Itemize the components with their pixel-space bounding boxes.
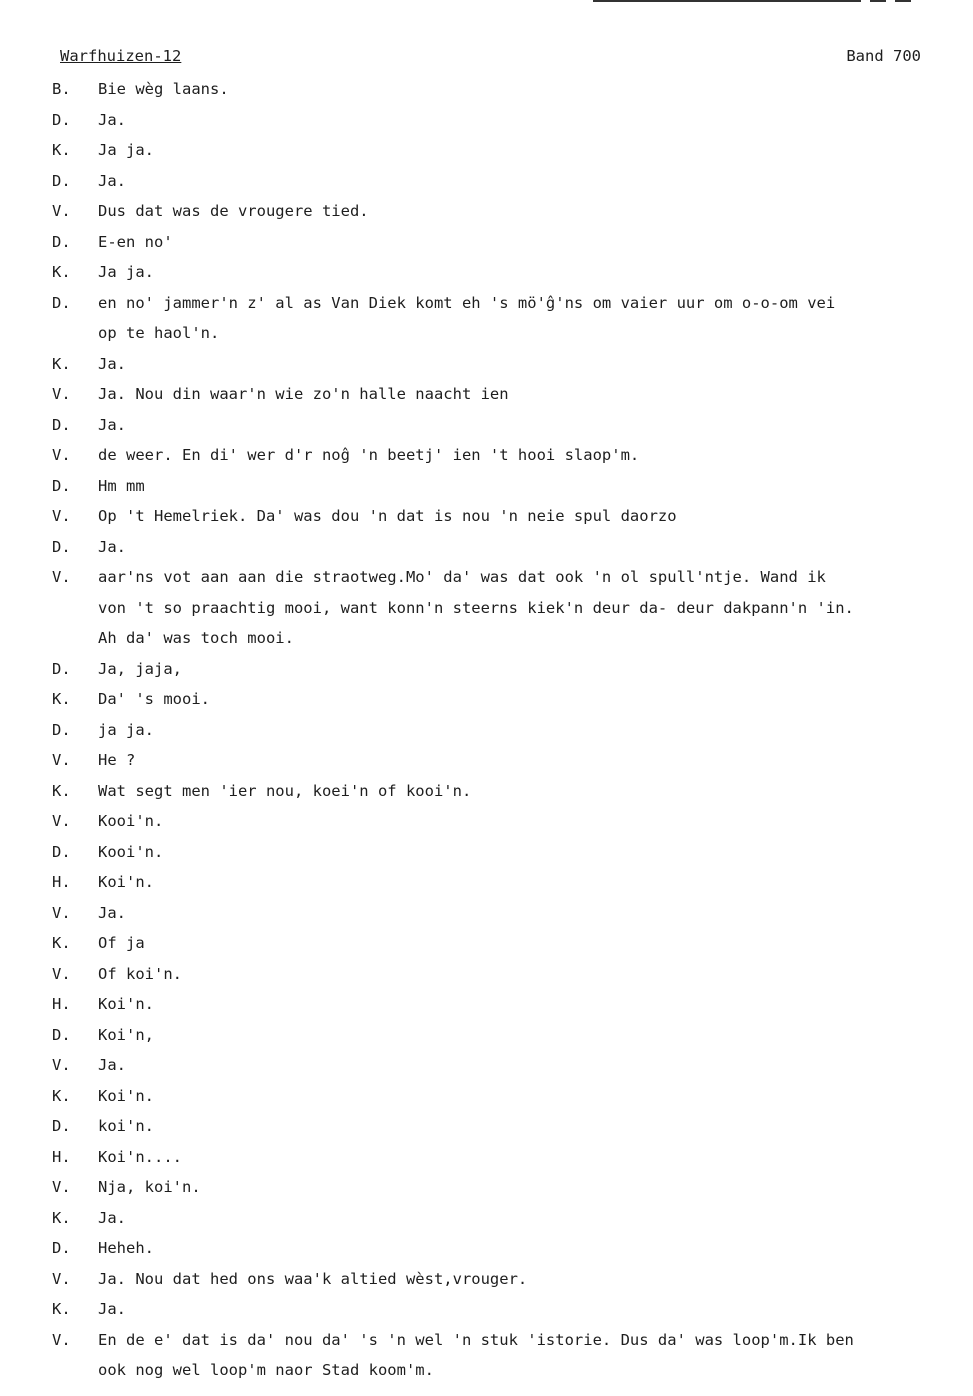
- speaker-label: K.: [52, 781, 71, 800]
- top-border-line-short: [870, 0, 886, 2]
- transcript-line: [52, 745, 955, 776]
- utterance-text: Ja.: [98, 171, 126, 190]
- utterance-text: Kooi'n.: [98, 812, 164, 830]
- speaker-label: D.: [52, 720, 71, 739]
- speaker-label: K.: [52, 1208, 71, 1227]
- utterance-text: Ja. Nou din waar'n wie zo'n halle naacht ien: [98, 385, 509, 403]
- transcript-line: [52, 562, 955, 654]
- transcript-line: [52, 105, 955, 136]
- transcript-line: [52, 776, 955, 807]
- speaker-label: D.: [52, 659, 71, 678]
- utterance-text: aar'ns vot aan aan die straotweg.Mo' da' was dat ook 'n ol spull'ntje. Wand ik von 't so praachtig mooi, want konn'n steerns kiek'n deur da- deur dakpann'n 'in. Ah da' was toch mooi.: [98, 568, 854, 647]
- utterance-text: de weer. En di' wer d'r noĝ 'n beetj' ien 't hooi slaop'm.: [98, 446, 640, 464]
- utterance-text: Ja.: [98, 110, 126, 129]
- speaker-label: H.: [52, 995, 71, 1013]
- speaker-label: V.: [52, 751, 71, 769]
- speaker-label: D.: [52, 537, 71, 556]
- speaker-label: V.: [52, 964, 71, 983]
- transcript-line: [52, 715, 955, 746]
- speaker-label: K.: [52, 354, 71, 373]
- transcript-line: [52, 1264, 955, 1295]
- speaker-label: D.: [52, 1239, 71, 1257]
- transcript-line: [52, 1233, 955, 1264]
- speaker-label: V.: [52, 507, 71, 525]
- utterance-text: Koi'n.: [98, 873, 154, 891]
- utterance-text: Dus dat was de vrougere tied.: [98, 202, 369, 220]
- speaker-label: D.: [52, 293, 71, 312]
- utterance-text: E-en no': [98, 232, 173, 251]
- transcript-line: [52, 684, 955, 715]
- utterance-text: Of ja: [98, 934, 145, 952]
- utterance-text: Nja, koi'n.: [98, 1178, 201, 1196]
- transcript-line: [52, 1203, 955, 1234]
- utterance-text: Heheh.: [98, 1239, 154, 1257]
- transcript-line: [52, 1020, 955, 1051]
- speaker-label: V.: [52, 202, 71, 220]
- utterance-text: Kooi'n.: [98, 842, 164, 861]
- utterance-text: Ja ja.: [98, 141, 154, 159]
- speaker-label: K.: [52, 934, 71, 952]
- top-border-line: [593, 0, 861, 2]
- speaker-label: K.: [52, 1086, 71, 1105]
- utterance-text: Wat segt men 'ier nou, koei'n of kooi'n.: [98, 781, 472, 800]
- transcript-line: [52, 349, 955, 380]
- speaker-label: V.: [52, 812, 71, 830]
- transcript-line: [52, 135, 955, 166]
- speaker-label: D.: [52, 1117, 71, 1135]
- transcript-line: [52, 501, 955, 532]
- utterance-text: Ja.: [98, 1208, 126, 1227]
- transcript-line: [52, 1142, 955, 1173]
- transcript-line: [52, 532, 955, 563]
- speaker-label: B.: [52, 80, 71, 98]
- transcript-line: [52, 928, 955, 959]
- document-reference: Warfhuizen-12: [60, 47, 182, 65]
- utterance-text: Koi'n.: [98, 995, 154, 1013]
- utterance-text: ja ja.: [98, 720, 154, 739]
- speaker-label: V.: [52, 903, 71, 922]
- speaker-label: K.: [52, 1300, 71, 1318]
- transcript-line: [52, 1325, 955, 1386]
- tape-number: Band 700: [846, 47, 921, 65]
- speaker-label: K.: [52, 263, 71, 281]
- utterance-text: Ja.: [98, 1300, 126, 1318]
- utterance-text: Ja ja.: [98, 263, 154, 281]
- utterance-text: Ja.: [98, 1056, 126, 1074]
- speaker-label: V.: [52, 385, 71, 403]
- speaker-label: K.: [52, 690, 71, 708]
- transcript-line: [52, 379, 955, 410]
- speaker-label: H.: [52, 873, 71, 891]
- speaker-label: V.: [52, 1178, 71, 1196]
- transcript-line: [52, 654, 955, 685]
- transcript-line: [52, 837, 955, 868]
- utterance-text: En de e' dat is da' nou da' 's 'n wel 'n stuk 'istorie. Dus da' was loop'm.Ik ben ook nog wel loop'm naor Stad koom'm.: [98, 1330, 854, 1379]
- speaker-label: V.: [52, 1330, 71, 1349]
- transcript-line: [52, 806, 955, 837]
- speaker-label: D.: [52, 110, 71, 129]
- utterance-text: Bie wèg laans.: [98, 80, 229, 98]
- utterance-text: He ?: [98, 751, 136, 769]
- transcript-line: [52, 74, 955, 105]
- utterance-text: en no' jammer'n z' al as Van Diek komt eh 's mö'ĝ'ns om vaier uur om o-o-om vei op te haol'n.: [98, 293, 836, 342]
- utterance-text: Hm mm: [98, 476, 145, 495]
- transcript-line: [52, 1111, 955, 1142]
- utterance-text: Ja.: [98, 537, 126, 556]
- utterance-text: Ja.: [98, 903, 126, 922]
- speaker-label: K.: [52, 141, 71, 159]
- transcript-line: [52, 471, 955, 502]
- transcript-line: [52, 1172, 955, 1203]
- transcript-line: [52, 166, 955, 197]
- top-border-line-short-2: [895, 0, 911, 2]
- utterance-text: Koi'n....: [98, 1147, 182, 1166]
- transcript-line: [52, 1294, 955, 1325]
- transcript-line: [52, 257, 955, 288]
- utterance-text: Koi'n,: [98, 1025, 154, 1044]
- transcript-line: [52, 440, 955, 471]
- transcript-line: [52, 1081, 955, 1112]
- utterance-text: Op 't Hemelriek. Da' was dou 'n dat is nou 'n neie spul daorzo: [98, 507, 677, 525]
- speaker-label: D.: [52, 842, 71, 861]
- speaker-label: D.: [52, 1025, 71, 1044]
- speaker-label: D.: [52, 476, 71, 495]
- utterance-text: Ja. Nou dat hed ons waa'k altied wèst,vrouger.: [98, 1269, 528, 1288]
- speaker-label: V.: [52, 568, 71, 586]
- transcript-line: [52, 288, 955, 349]
- transcript-line: [52, 1050, 955, 1081]
- utterance-text: Ja.: [98, 354, 126, 373]
- speaker-label: V.: [52, 1269, 71, 1288]
- transcript-line: [52, 898, 955, 929]
- speaker-label: D.: [52, 171, 71, 190]
- utterance-text: Ja.: [98, 415, 126, 434]
- speaker-label: D.: [52, 232, 71, 251]
- transcript-line: [52, 196, 955, 227]
- speaker-label: V.: [52, 446, 71, 464]
- transcript-line: [52, 867, 955, 898]
- utterance-text: Ja, jaja,: [98, 659, 182, 678]
- transcript-line: [52, 989, 955, 1020]
- speaker-label: V.: [52, 1056, 71, 1074]
- utterance-text: Of koi'n.: [98, 964, 182, 983]
- utterance-text: Da' 's mooi.: [98, 690, 210, 708]
- utterance-text: Koi'n.: [98, 1086, 154, 1105]
- transcript-line: [52, 410, 955, 441]
- utterance-text: koi'n.: [98, 1117, 154, 1135]
- speaker-label: H.: [52, 1147, 71, 1166]
- transcript-line: [52, 227, 955, 258]
- page-header: [60, 47, 921, 69]
- transcript: [52, 74, 955, 1386]
- transcript-line: [52, 959, 955, 990]
- speaker-label: D.: [52, 415, 71, 434]
